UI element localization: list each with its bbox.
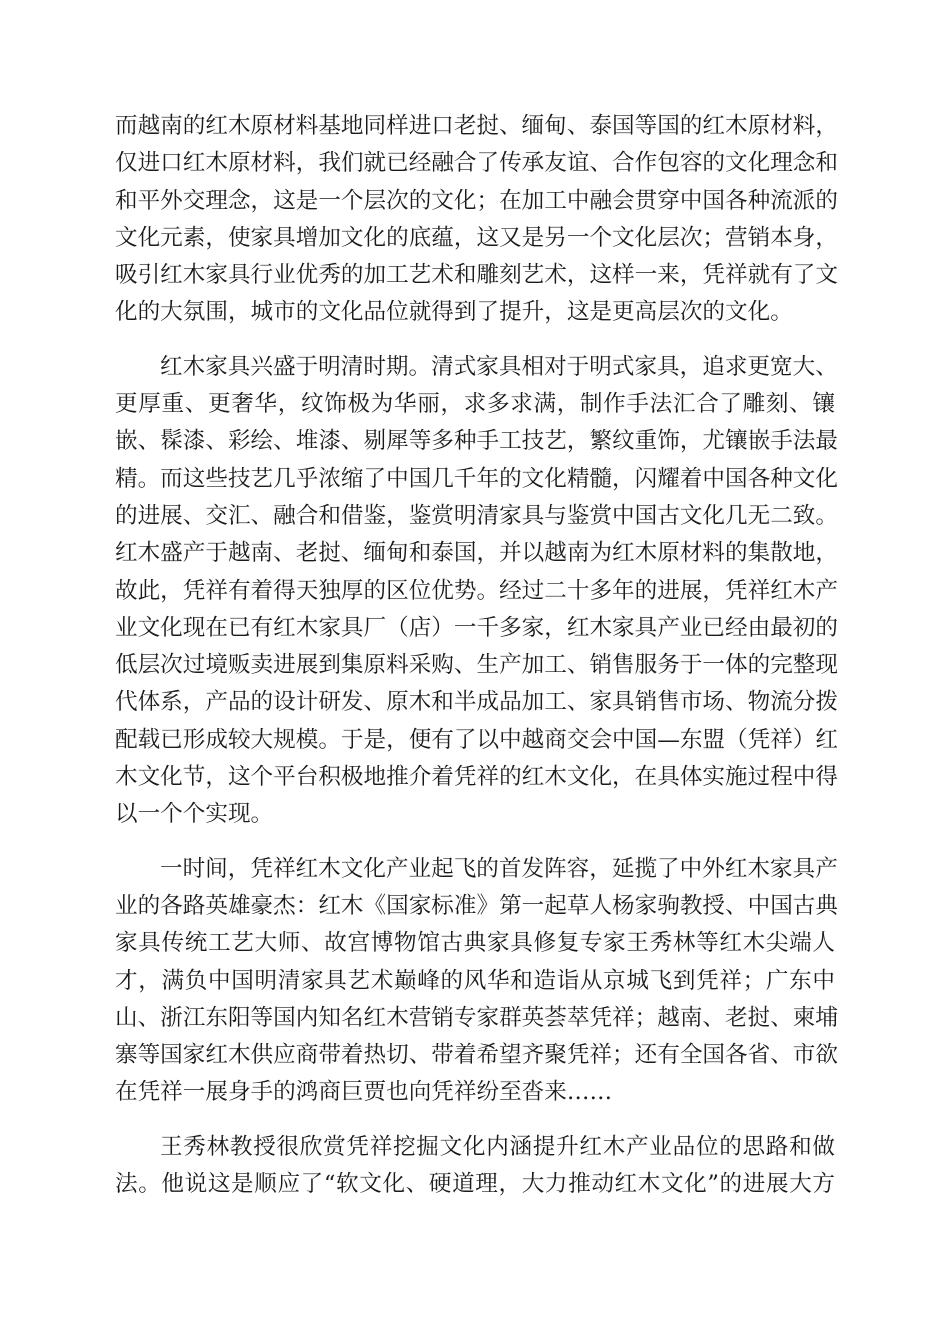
text-line: 代体系，产品的设计研发、原木和半成品加工、家具销售市场、物流分拨 (115, 689, 838, 716)
text-line: 仅进口红木原材料，我们就已经融合了传承友谊、合作包容的文化理念和 (115, 150, 838, 177)
text-line: 法。他说这是顺应了“软文化、硬道理，大力推动红木文化”的进展大方 (115, 1171, 835, 1198)
paragraph-2 (115, 349, 838, 834)
text-line: 的进展、交汇、融合和借鉴，鉴赏明清家具与鉴赏中国古文化几无二致。 (115, 502, 838, 529)
paragraph-1 (115, 108, 838, 332)
text-line: 家具传统工艺大师、故宫博物馆古典家具修复专家王秀林等红木尖端人 (115, 930, 835, 957)
text-line: 嵌、髹漆、彩绘、堆漆、剔犀等多种手工技艺，繁纹重饰，尤镶嵌手法最 (115, 428, 838, 455)
text-line: 文化元素，使家具增加文化的底蕴，这又是另一个文化层次；营销本身， (115, 224, 838, 251)
text-line: 红木盛产于越南、老挝、缅甸和泰国，并以越南为红木原材料的集散地， (115, 540, 838, 567)
text-line: 低层次过境贩卖进展到集原料采购、生产加工、销售服务于一体的完整现 (115, 652, 838, 679)
text-line: 以一个个实现。 (115, 801, 274, 828)
text-line: 山、浙江东阳等国内知名红木营销专家群英荟萃凭祥；越南、老挝、柬埔 (115, 1004, 838, 1031)
text-line: 一时间，凭祥红木文化产业起飞的首发阵容，延揽了中外红木家具产 (160, 855, 838, 882)
paragraph-4 (115, 1129, 835, 1204)
text-line: 在凭祥一展身手的鸿商巨贾也向凭祥纷至沓来…… (115, 1079, 613, 1106)
text-line: 化的大氛围，城市的文化品位就得到了提升，这是更高层次的文化。 (115, 299, 793, 326)
text-line: 木文化节，这个平台积极地推介着凭祥的红木文化，在具体实施过程中得 (115, 764, 838, 791)
text-line: 红木家具兴盛于明清时期。清式家具相对于明式家具，追求更宽大、 (160, 353, 838, 380)
text-line: 配载已形成较大规模。于是，便有了以中越商交会中国—东盟（凭祥）红 (115, 726, 838, 753)
text-line: 吸引红木家具行业优秀的加工艺术和雕刻艺术，这样一来，凭祥就有了文 (115, 262, 838, 289)
text-line: 才，满负中国明清家具艺术巅峰的风华和造诣从京城飞到凭祥；广东中 (115, 967, 835, 994)
text-line: 王秀林教授很欣赏凭祥挖掘文化内涵提升红木产业品位的思路和做 (160, 1133, 835, 1160)
text-line: 和平外交理念，这是一个层次的文化；在加工中融会贯穿中国各种流派的 (115, 187, 838, 214)
document-body (115, 108, 838, 1203)
text-line: 寨等国家红木供应商带着热切、带着希望齐聚凭祥；还有全国各省、市欲 (115, 1042, 838, 1069)
text-line: 而越南的红木原材料基地同样进口老挝、缅甸、泰国等国的红木原材料， (115, 113, 838, 139)
text-line: 业文化现在已有红木家具厂（店）一千多家，红木家具产业已经由最初的 (115, 614, 838, 641)
text-line: 故此，凭祥有着得天独厚的区位优势。经过二十多年的进展，凭祥红木产 (115, 577, 838, 604)
paragraph-3 (115, 851, 838, 1112)
text-line: 更厚重、更奢华，纹饰极为华丽，求多求满，制作手法汇合了雕刻、镶 (115, 391, 835, 418)
text-line: 业的各路英雄豪杰：红木《国家标准》第一起草人杨家驹教授、中国古典 (115, 892, 838, 919)
text-line: 精。而这些技艺几乎浓缩了中国几千年的文化精髓，闪耀着中国各种文化 (115, 465, 838, 492)
